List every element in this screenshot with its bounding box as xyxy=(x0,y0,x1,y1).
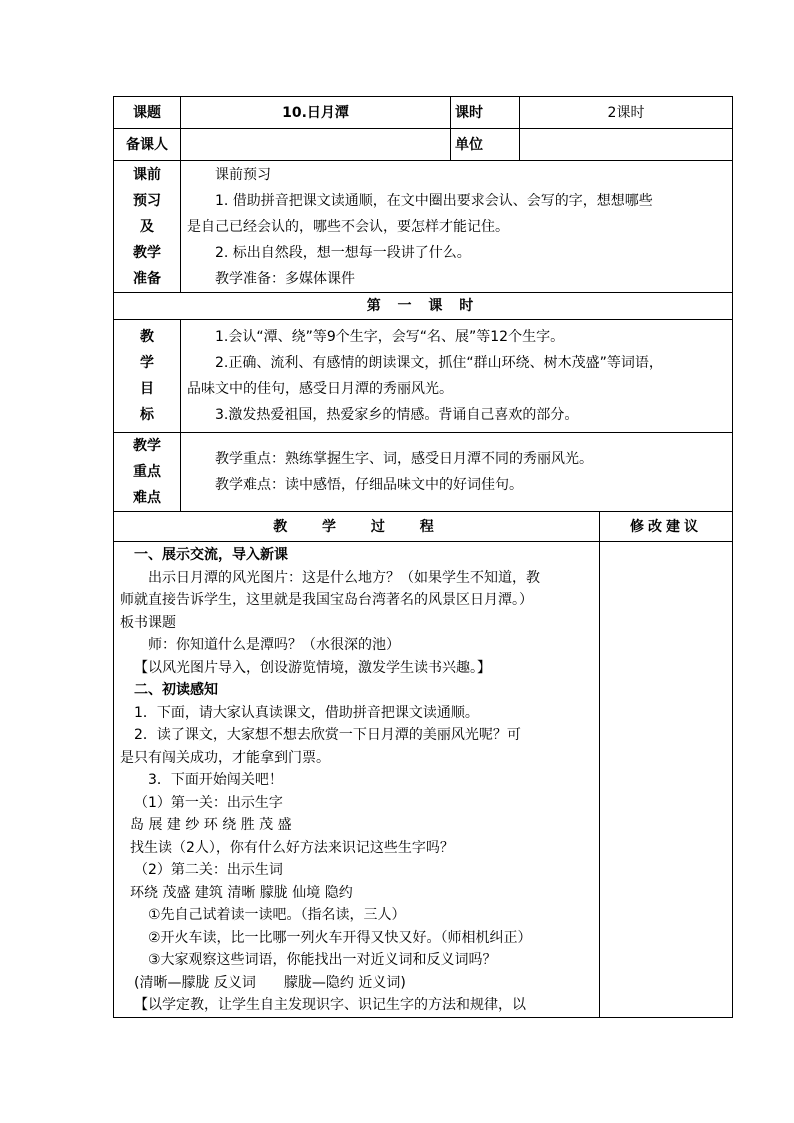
unit-label: 单位 xyxy=(451,129,520,161)
prep-content xyxy=(181,161,733,293)
process-line: 3．下面开始闯关吧！ xyxy=(148,772,283,788)
suggest-content xyxy=(600,542,733,1018)
process-heading-line: 二、初读感知 xyxy=(134,682,218,698)
goal-line: 3.激发热爱祖国，热爱家乡的情感。背诵自己喜欢的部分。 xyxy=(215,407,579,423)
process-line: 1．下面，请大家认真读课文，借助拼音把课文读通顺。 xyxy=(134,704,479,721)
process-line: （2）第二关：出示生词 xyxy=(134,862,283,878)
keypoint-line: 教学重点：熟练掌握生字、词，感受日月潭不同的秀丽风光。 xyxy=(215,451,593,467)
process-line: 环绕 茂盛 建筑 清晰 朦胧 仙境 隐约 xyxy=(130,884,353,901)
keypoints-content xyxy=(181,433,733,512)
goals-label-line: 目 xyxy=(140,381,154,397)
process-heading-line: 一、展示交流，导入新课 xyxy=(134,547,288,563)
process-line: ②开火车读，比一比哪一列火车开得又快又好。（师相机纠正） xyxy=(148,929,532,946)
prep-row xyxy=(114,161,733,293)
topic-row xyxy=(114,97,733,129)
goal-line: 1.会认“潭、绕”等9个生字，会写“名、展”等12个生字。 xyxy=(215,329,565,345)
prep-line: 是自己已经会认的，哪些不会认，要怎样才能记住。 xyxy=(187,218,509,235)
process-line: ①先自己试着读一读吧。（指名读，三人） xyxy=(148,907,406,923)
process-line: 板书课题 xyxy=(120,614,176,631)
lesson-title-row xyxy=(114,293,733,320)
process-line: 出示日月潭的风光图片：这是什么地方？（如果学生不知道，教 xyxy=(148,569,540,586)
process-line: 【以学定教，让学生自主发现识字、识记生字的方法和规律，以 xyxy=(134,997,526,1013)
hours-label: 课时 xyxy=(451,97,520,129)
process-heading: 教 学 过 程 xyxy=(114,512,600,542)
prep-line: 2. 标出自然段，想一想每一段讲了什么。 xyxy=(215,244,471,261)
unit-value xyxy=(520,129,733,161)
process-body-row xyxy=(114,542,733,1018)
prep-label-line: 预习 xyxy=(133,192,161,209)
goals-label-line: 学 xyxy=(140,355,154,371)
keypoints-label-line: 教学 xyxy=(133,438,161,454)
keypoints-label-line: 难点 xyxy=(133,490,161,506)
process-line: 【以风光图片导入，创设游览情境，激发学生读书兴趣。】 xyxy=(134,659,491,676)
goals-row xyxy=(114,320,733,433)
goals-label xyxy=(114,320,181,433)
preparer-label: 备课人 xyxy=(114,129,181,161)
prep-label-line: 及 xyxy=(140,218,154,235)
process-line: 2．读了课文，大家想不想去欣赏一下日月潭的美丽风光呢？可 xyxy=(134,727,521,743)
prep-line: 教学准备：多媒体课件 xyxy=(215,270,355,287)
process-line: ③大家观察这些词语，你能找出一对近义词和反义词吗？ xyxy=(148,952,497,968)
goals-label-line: 标 xyxy=(140,407,154,423)
lesson-plan-table xyxy=(113,96,733,1018)
hours-value: 2课时 xyxy=(520,97,733,129)
preparer-row xyxy=(114,129,733,161)
suggest-heading: 修改建议 xyxy=(600,512,733,542)
prep-label xyxy=(114,161,181,293)
keypoints-label xyxy=(114,433,181,512)
goals-content xyxy=(181,320,733,433)
goals-label-line: 教 xyxy=(140,329,154,345)
prep-label-line: 准备 xyxy=(133,270,161,287)
prep-line: 1. 借助拼音把课文读通顺，在文中圈出要求会认、会写的字，想想哪些 xyxy=(215,192,653,209)
goal-line: 2.正确、流利、有感情的朗读课文，抓住“群山环绕、树木茂盛”等词语， xyxy=(215,355,663,371)
keypoints-row xyxy=(114,433,733,512)
lesson-title: 第 一 课 时 xyxy=(114,293,733,320)
process-line: 师就直接告诉学生，这里就是我国宝岛台湾著名的风景区日月潭。） xyxy=(120,592,533,608)
process-content xyxy=(114,542,600,1018)
process-line: (清晰—朦胧 反义词 朦胧—隐约 近义词) xyxy=(134,974,406,991)
prep-label-line: 课前 xyxy=(133,166,161,183)
process-line: 是只有闯关成功，才能拿到门票。 xyxy=(120,749,330,766)
preparer-value xyxy=(181,129,451,161)
goal-line: 品味文中的佳句，感受日月潭的秀丽风光。 xyxy=(187,381,453,397)
keypoints-label-line: 重点 xyxy=(133,464,161,480)
process-line: 找生读（2人），你有什么好方法来识记这些生字吗？ xyxy=(130,839,454,856)
prep-line: 课前预习 xyxy=(215,166,271,183)
keypoint-line: 教学难点：读中感悟，仔细品味文中的好词佳句。 xyxy=(215,477,523,493)
topic-label: 课题 xyxy=(114,97,181,129)
process-header-row xyxy=(114,512,733,542)
process-line: （1）第一关：出示生字 xyxy=(134,794,283,811)
prep-label-line: 教学 xyxy=(133,244,161,261)
process-line: 岛 展 建 纱 环 绕 胜 茂 盛 xyxy=(130,817,292,833)
process-line: 师：你知道什么是潭吗？（水很深的池） xyxy=(148,637,400,653)
topic-value: 10.日月潭 xyxy=(181,97,451,129)
